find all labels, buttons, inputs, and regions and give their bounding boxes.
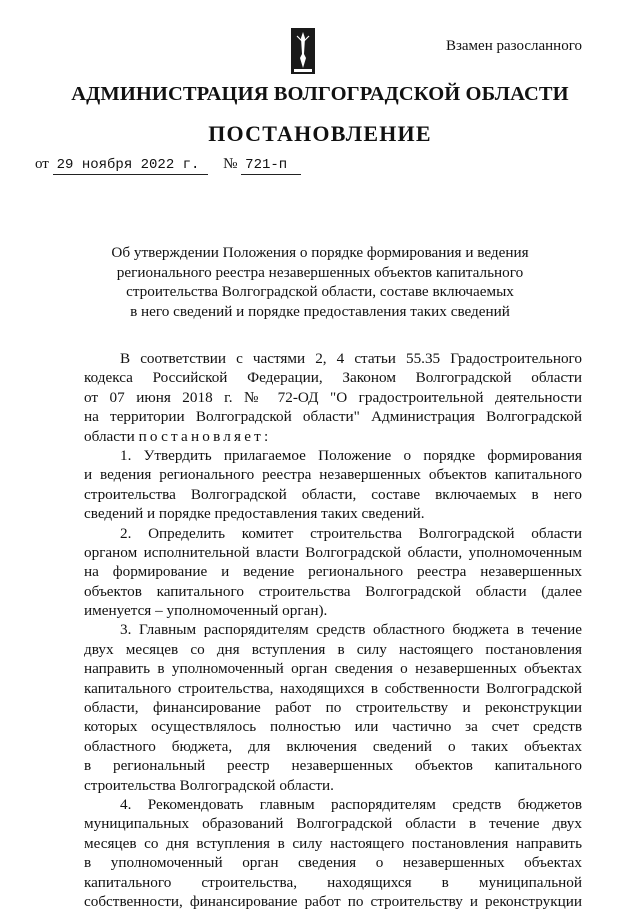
body-line: органом исполнительной власти Волгоградской области, уполномоченным bbox=[84, 543, 582, 561]
body-line: направить в уполномоченный орган сведения о незавершенных объектах bbox=[84, 660, 582, 678]
organization-name: АДМИНИСТРАЦИЯ ВОЛГОГРАДСКОЙ ОБЛАСТИ bbox=[71, 83, 569, 105]
body-line: от 07 июня 2018 г. № 72-ОД "О градостроительной деятельности bbox=[84, 388, 582, 406]
body-line: собственности, финансирование работ по строительству и реконструкции bbox=[84, 892, 582, 910]
body-line: строительства Волгоградской области. bbox=[84, 776, 334, 794]
date-prefix: от bbox=[35, 156, 49, 172]
body-line: капитального строительства, находящихся в муниципальной bbox=[84, 873, 582, 891]
body-line: кодекса Российской Федерации, Законом Волгоградской области bbox=[84, 369, 582, 387]
body-line bbox=[84, 427, 582, 446]
body-line: В соответствии с частями 2, 4 статьи 55.35 Градостроительного bbox=[120, 350, 582, 367]
coat-of-arms-emblem bbox=[291, 24, 315, 74]
body-line: муниципальных образований Волгоградской области в течение двух bbox=[84, 815, 582, 833]
body-line: объектов капитального строительства Волгоградской области (далее bbox=[84, 582, 582, 600]
body-line: строительства Волгоградской области, составе включаемых в него bbox=[84, 485, 582, 503]
body-line: на формирование и ведение регионального реестра незавершенных bbox=[84, 563, 582, 581]
body-line: 4. Рекомендовать главным распорядителям средств бюджетов bbox=[120, 795, 582, 813]
date-number-line bbox=[35, 156, 301, 175]
subject-line: Об утверждении Положения о порядке формирования и ведения bbox=[111, 244, 529, 261]
subject-line: регионального реестра незавершенных объектов капитального bbox=[116, 263, 524, 281]
body-line: 3. Главным распорядителям средств областного бюджета в течение bbox=[120, 621, 582, 639]
body-line: в региональный реестр незавершенных объектов капитального bbox=[84, 757, 582, 775]
body-line: области, финансирование работ по строительству и реконструкции bbox=[84, 699, 582, 717]
body-line: которых осуществлялось полностью или частично за счет средств bbox=[84, 718, 582, 736]
body-line: сведений и порядке предоставления таких сведений. bbox=[84, 505, 425, 523]
stamp-note: Взамен разосланного bbox=[445, 38, 582, 54]
resolution-word: постановляет: bbox=[138, 427, 272, 445]
body-line: 2. Определить комитет строительства Волгоградской области bbox=[120, 524, 582, 542]
document-date: 29 ноября 2022 г. bbox=[53, 157, 208, 175]
body-line: именуется – уполномоченный орган). bbox=[84, 602, 328, 620]
document-type: ПОСТАНОВЛЕНИЕ bbox=[208, 121, 432, 146]
document-number: 721-п bbox=[241, 157, 301, 175]
body-line: капитального строительства, находящихся в собственности Волгоградской bbox=[84, 679, 582, 697]
body-line: и ведения регионального реестра незавершенных объектов капитального bbox=[84, 466, 582, 484]
body-line: на территории Волгоградской области" Администрация Волгоградской bbox=[84, 408, 582, 426]
body-line: месяцев со дня вступления в силу настоящего постановления направить bbox=[84, 834, 582, 852]
document-body bbox=[84, 349, 582, 911]
body-line: 1. Утвердить прилагаемое Положение о порядке формирования bbox=[120, 446, 582, 464]
body-line: областного бюджета, для включения сведений о таких объектах bbox=[84, 737, 582, 755]
number-prefix: № bbox=[223, 156, 238, 172]
document-subject bbox=[60, 243, 580, 321]
subject-line: в него сведений и порядке предоставления таких сведений bbox=[130, 302, 510, 320]
body-line: двух месяцев со дня вступления в силу настоящего постановления bbox=[84, 640, 582, 658]
body-text: области bbox=[84, 427, 135, 445]
body-line: в уполномоченный орган сведения о незавершенных объектах bbox=[84, 854, 582, 872]
subject-line: строительства Волгоградской области, составе включаемых bbox=[126, 283, 514, 300]
